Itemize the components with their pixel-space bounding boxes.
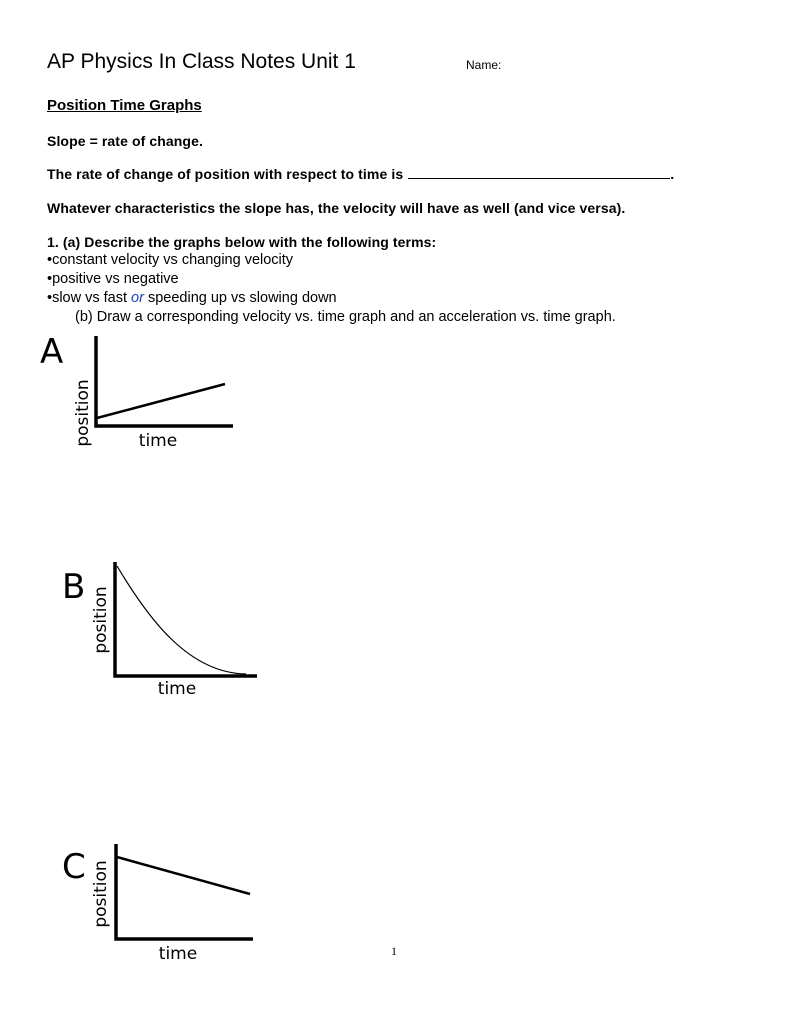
bullet-constant-velocity: •constant velocity vs changing velocity <box>47 252 294 268</box>
graph-a-curve <box>97 384 225 418</box>
slope-velocity-statement: Whatever characteristics the slope has, the velocity will have as well (and vice versa). <box>47 200 626 216</box>
graph-c-letter: C <box>62 847 86 887</box>
rate-question-period: . <box>670 166 675 182</box>
bullet-slow-fast <box>47 290 337 306</box>
rate-of-change-question <box>47 166 674 182</box>
graph-c-axes <box>116 844 253 939</box>
graph-c-xlabel: time <box>158 944 198 964</box>
slope-definition: Slope = rate of change. <box>47 133 203 149</box>
graph-c-curve <box>117 857 250 894</box>
graph-b-letter: B <box>62 567 86 607</box>
bullet-positive-negative: •positive vs negative <box>47 271 179 287</box>
section-heading: Position Time Graphs <box>47 97 202 114</box>
graph-b-curve <box>117 566 246 674</box>
graph-b-xlabel: time <box>157 679 197 699</box>
graph-b-ylabel: position <box>91 586 111 654</box>
question-1b: (b) Draw a corresponding velocity vs. time graph and an acceleration vs. time graph. <box>75 309 616 325</box>
bullet3-text-start: •slow vs fast <box>47 290 132 306</box>
bullet3-text-end: speeding up vs slowing down <box>143 290 337 306</box>
graph-a-ylabel: position <box>73 379 93 447</box>
graph-a-letter: A <box>40 332 64 372</box>
graph-a-xlabel: time <box>138 431 178 451</box>
bullet3-or: or <box>131 290 144 306</box>
graph-c <box>58 840 263 965</box>
rate-question-text: The rate of change of position with respect to time is <box>47 166 404 182</box>
graph-c-ylabel: position <box>91 860 111 928</box>
page-number: 1 <box>391 944 397 958</box>
graph-b <box>58 558 263 703</box>
question-1a: 1. (a) Describe the graphs below with the following terms: <box>47 234 437 250</box>
graph-b-axes <box>115 562 257 676</box>
name-label: Name: <box>466 58 502 72</box>
page-title: AP Physics In Class Notes Unit 1 <box>47 50 356 73</box>
graph-a <box>38 330 243 455</box>
answer-blank <box>408 166 670 179</box>
